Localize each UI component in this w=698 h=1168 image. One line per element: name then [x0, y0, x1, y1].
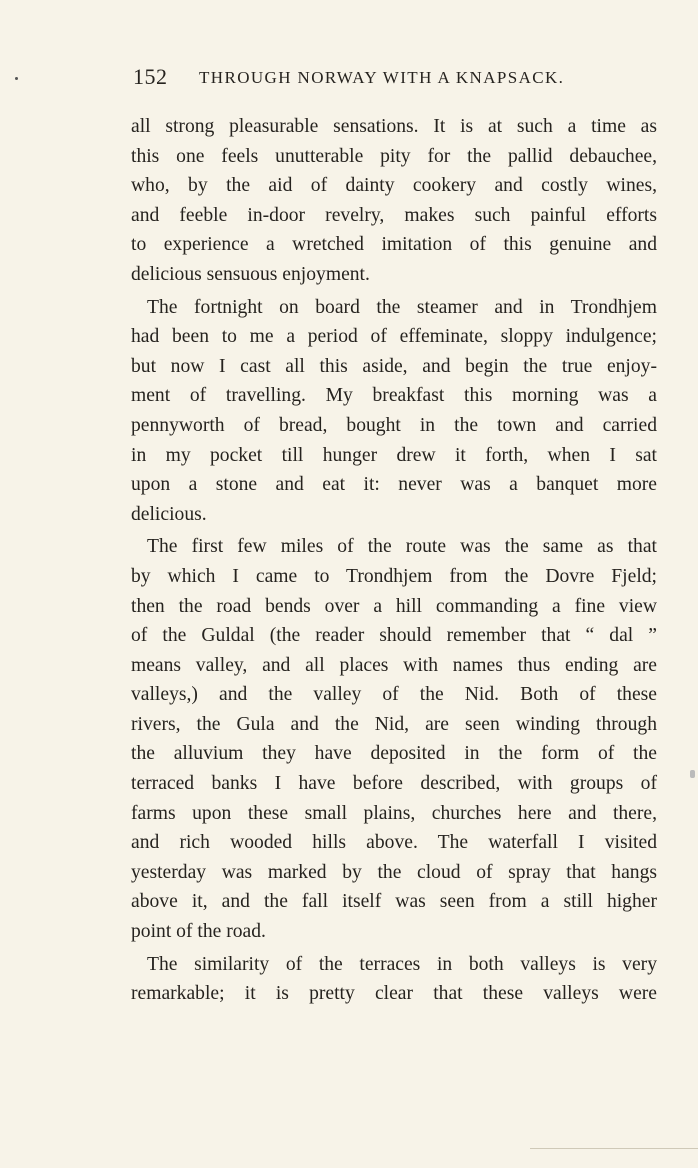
- text-line: rivers, the Gula and the Nid, are seen winding through: [131, 713, 657, 735]
- paragraph: [131, 532, 657, 946]
- text-line: had been to me a period of effeminate, sloppy indulgence;: [131, 326, 657, 348]
- text-line: who, by the aid of dainty cookery and costly wines,: [131, 175, 657, 197]
- text-line: and rich wooded hills above. The waterfall I visited: [131, 832, 657, 854]
- margin-speck: [15, 77, 18, 80]
- text-line: means valley, and all places with names thus ending are: [131, 654, 657, 676]
- text-line: valleys,) and the valley of the Nid. Both of these: [131, 684, 657, 706]
- text-line: but now I cast all this aside, and begin the true enjoy-: [131, 355, 657, 377]
- page-header: [133, 64, 603, 94]
- page-number: 152: [133, 64, 168, 89]
- text-line: pennyworth of bread, bought in the town and carried: [131, 414, 657, 436]
- text-line: this one feels unutterable pity for the pallid debauchee,: [131, 145, 657, 167]
- text-line: and feeble in-door revelry, makes such painful efforts: [131, 204, 657, 226]
- text-line: terraced banks I have before described, with groups of: [131, 773, 657, 795]
- paragraph: [131, 293, 657, 530]
- edge-speck: [690, 770, 695, 778]
- text-line: The fortnight on board the steamer and in Trondhjem: [147, 296, 657, 318]
- text-line: to experience a wretched imitation of this genuine and: [131, 234, 657, 256]
- text-line: upon a stone and eat it: never was a banquet more: [131, 474, 657, 496]
- text-line: of the Guldal (the reader should remember that “ dal ”: [131, 625, 657, 647]
- text-line: delicious sensuous enjoyment.: [131, 263, 370, 285]
- body-text: [131, 112, 657, 1009]
- text-line: ment of travelling. My breakfast this morning was a: [131, 385, 657, 407]
- text-line: farms upon these small plains, churches here and there,: [131, 802, 657, 824]
- text-line: then the road bends over a hill commanding a fine view: [131, 595, 657, 617]
- text-line: all strong pleasurable sensations. It is at such a time as: [131, 116, 657, 137]
- text-line: yesterday was marked by the cloud of spray that hangs: [131, 861, 657, 883]
- text-line: The first few miles of the route was the same as that: [147, 536, 657, 558]
- text-line: point of the road.: [131, 921, 266, 943]
- text-line: in my pocket till hunger drew it forth, when I sat: [131, 444, 657, 466]
- running-title: THROUGH NORWAY WITH A KNAPSACK.: [199, 68, 565, 87]
- text-line: the alluvium they have deposited in the form of the: [131, 743, 657, 765]
- text-line: above it, and the fall itself was seen from a still higher: [131, 891, 657, 913]
- text-line: remarkable; it is pretty clear that these valleys were: [131, 983, 657, 1005]
- text-line: delicious.: [131, 503, 207, 525]
- page-edge-shadow: [530, 1148, 698, 1149]
- text-line: The similarity of the terraces in both valleys is very: [147, 953, 657, 975]
- paragraph: [131, 950, 657, 1009]
- paragraph: [131, 112, 657, 290]
- text-line: by which I came to Trondhjem from the Dovre Fjeld;: [131, 565, 657, 587]
